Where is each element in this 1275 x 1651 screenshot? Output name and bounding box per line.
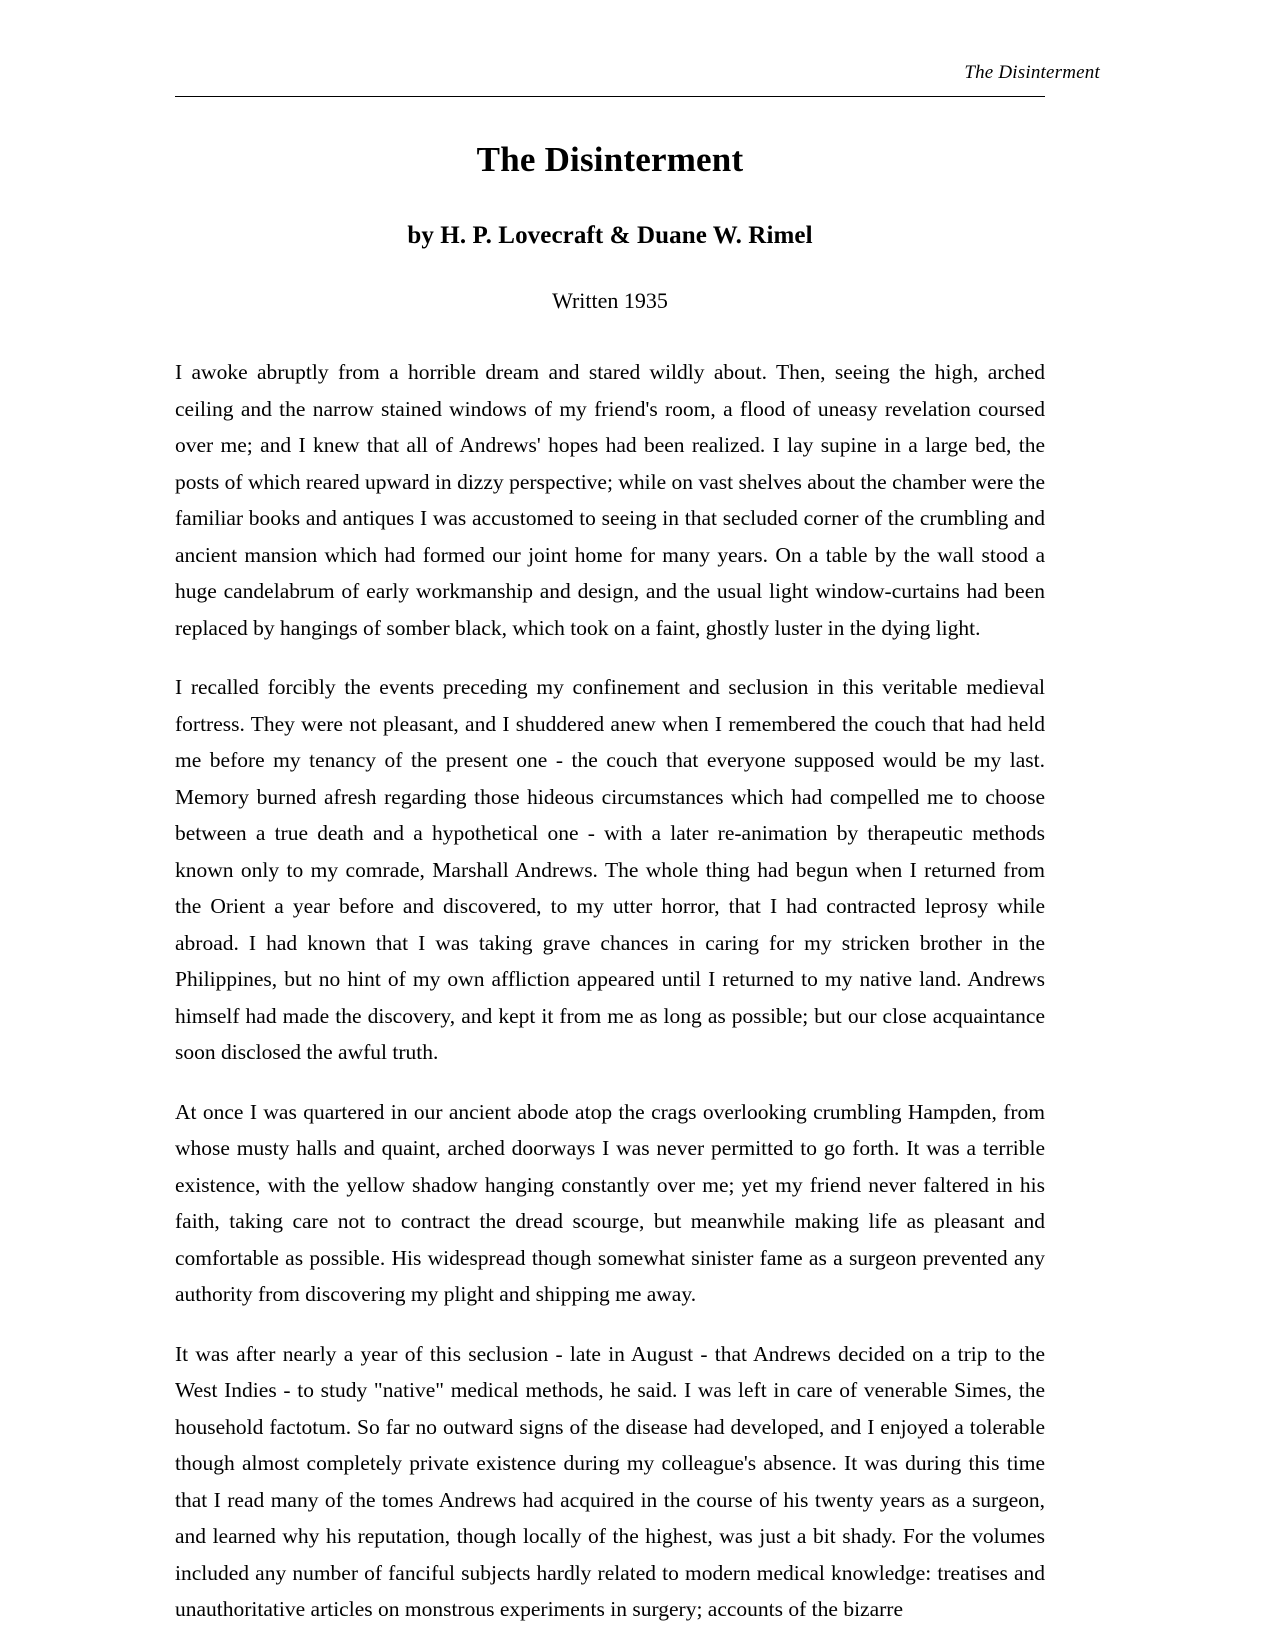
paragraph: It was after nearly a year of this seclusion - late in August - that Andrews decided on a trip to the West Indies - to study "native" medical methods, he said. I was left in care of venerable Simes, the household factotum. So far no outward signs of the disease had developed, and I enjoyed a tolerable though almost completely private existence during my colleague's absence. It was during this time that I read many of the tomes Andrews had acquired in the course of his twenty years as a surgeon, and learned why his reputation, though locally of the highest, was just a bit shady. For the volumes included any number of fanciful subjects hardly related to modern medical knowledge: treatises and unauthoritative articles on monstrous experiments in surgery; accounts of the bizarre xyxy=(175,1341,1045,1621)
page-title: The Disinterment xyxy=(476,140,744,179)
running-head: The Disinterment xyxy=(964,62,1100,83)
document-author: by H. P. Lovecraft & Duane W. Rimel xyxy=(407,222,813,249)
paragraph: I awoke abruptly from a horrible dream and stared wildly about. Then, seeing the high, arched ceiling and the narrow stained windows of my friend's room, a flood of uneasy revelation coursed over me; and I knew that all of Andrews' hopes had been realized. I lay supine in a large bed, the posts of which reared upward in dizzy perspective; while on vast shelves about the chamber were the familiar books and antiques I was accustomed to seeing in that secluded corner of the crumbling and ancient mansion which had formed our joint home for many years. On a table by the wall stood a huge candelabrum of early workmanship and design, and the usual light window-curtains had been replaced by hangings of somber black, which took on a faint, ghostly luster in the dying light. xyxy=(175,360,1045,640)
document-written-date: Written 1935 xyxy=(552,288,668,313)
header-rule xyxy=(175,96,1045,97)
paragraph: I recalled forcibly the events preceding my confinement and seclusion in this veritable medieval fortress. They were not pleasant, and I shuddered anew when I remembered the couch that had held me before my tenancy of the present one - the couch that everyone supposed would be my last. Memory burned afresh regarding those hideous circumstances which had compelled me to choose between a true death and a hypothetical one - with a later re-animation by therapeutic methods known only to my comrade, Marshall Andrews. The whole thing had begun when I returned from the Orient a year before and discovered, to my utter horror, that I had contracted leprosy while abroad. I had known that I was taking grave chances in caring for my stricken brother in the Philippines, but no hint of my own affliction appeared until I returned to my native land. Andrews himself had made the discovery, and kept it from me as long as possible; but our close acquaintance soon disclosed the awful truth. xyxy=(175,675,1045,1064)
document-body xyxy=(175,130,1045,1628)
paragraph: At once I was quartered in our ancient abode atop the crags overlooking crumbling Hampden, from whose musty halls and quaint, arched doorways I was never permitted to go forth. It was a terrible existence, with the yellow shadow hanging constantly over me; yet my friend never faltered in his faith, taking care not to contract the dread scourge, but meanwhile making life as pleasant and comfortable as possible. His widespread though somewhat sinister fame as a surgeon prevented any authority from discovering my plight and shipping me away. xyxy=(175,1099,1045,1306)
